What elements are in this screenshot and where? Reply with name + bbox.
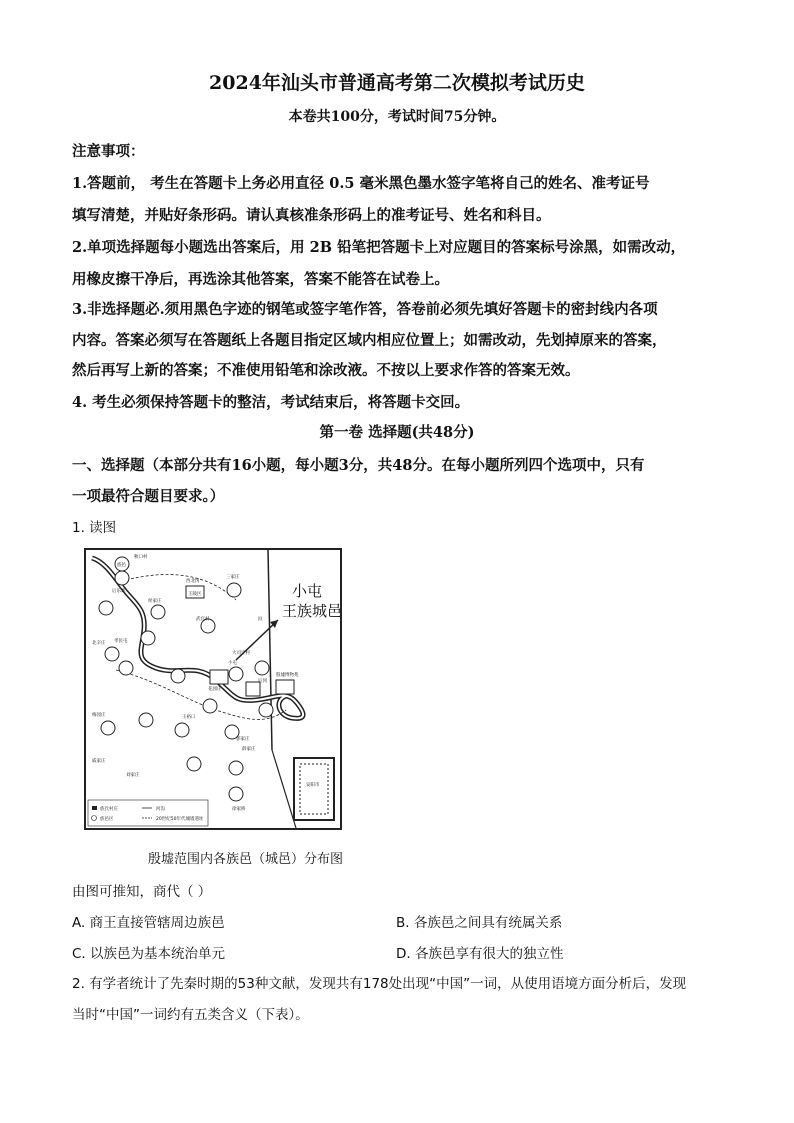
map-label: 大司空村 — [232, 651, 250, 656]
map-caption: 殷墟范围内各族邑（城邑）分布图 — [148, 852, 344, 867]
map-drawing — [86, 550, 340, 828]
map-label: 族邑 — [117, 563, 126, 568]
q1-option-c: C. 以族邑为基本统治单元 — [72, 946, 226, 962]
q1-option-a: A. 商王直接管辖周边族邑 — [72, 915, 225, 931]
map-label: 后乐寨 — [112, 589, 126, 594]
map-legend-clan: 族邑区 — [100, 817, 114, 822]
notes-heading: 注意事项： — [72, 143, 145, 160]
map-label: 武官村 — [196, 617, 210, 622]
map-label: 徐家桥 — [232, 807, 246, 812]
map-label: 郭家庄 — [236, 737, 250, 742]
q1-stem: 1. 读图 — [72, 520, 117, 536]
map-legend-village: 族氏村庄 — [100, 807, 118, 812]
map-label: 刘家庄 — [126, 773, 140, 778]
map-label: 后冈 — [258, 679, 267, 684]
q2-stem-line: 当时“中国”一词约有五类含义（下表）。 — [72, 1007, 309, 1023]
map-label: 侯家庄 — [148, 599, 162, 604]
exam-subtitle: 本卷共100分，考试时间75分钟。 — [288, 109, 506, 125]
map-label: 梅园庄 — [92, 713, 106, 718]
section-instruction: 一、选择题（本部分共有16小题，每小题3分，共48分。在每小题所列四个选项中，只有 — [72, 457, 645, 474]
map-label: 小屯 — [228, 661, 237, 666]
map-label: 孝民屯 — [114, 639, 128, 644]
map-callout-royal-city: 王族城邑 — [282, 602, 340, 620]
q1-prompt: 由图可推知，商代（ ） — [72, 884, 212, 900]
q2-stem-line: 2. 有学者统计了先秦时期的53种文献，发现共有178处出现“中国”一词，从使用语境方面分析后，发现 — [72, 976, 687, 992]
notes-line: 2.单项选择题每小题选出答案后，用 2B 铅笔把答题卡上对应题目的答案标号涂黑，如需改动， — [72, 239, 686, 256]
q1-option-d: D. 各族邑享有很大的独立性 — [396, 946, 564, 962]
notes-line: 填写清楚，并贴好条形码。请认真核准条形码上的准考证号、姓名和科目。 — [72, 207, 551, 224]
notes-line: 3.非选择题必.须用黑色字迹的钢笔或签字笔作答，答卷前必须先填好答题卡的密封线内各项 — [72, 301, 658, 318]
map-label: 三家庄 — [226, 575, 240, 580]
map-legend-wall: 20世纪50年代城墙遗址 — [156, 817, 204, 822]
notes-line: 用橡皮擦干净后，再选涂其他答案，答案不能答在试卷上。 — [72, 271, 449, 288]
map-label: 花园庄 — [208, 687, 222, 692]
notes-line: 然后再写上新的答案；不准使用铅笔和涂改液。不按以上要求作答的答案无效。 — [72, 362, 580, 379]
map-label: 王裕口 — [182, 715, 196, 720]
q1-option-b: B. 各族邑之间具有统属关系 — [396, 915, 563, 931]
exam-title: 2024年汕头市普通高考第二次模拟考试历史 — [209, 72, 585, 94]
map-label: 洹 — [258, 617, 263, 622]
map-callout-xiaotun: 小屯 — [292, 582, 323, 600]
map-label: 北辛庄 — [92, 641, 106, 646]
yinxu-map — [84, 548, 342, 830]
notes-line: 内容。答案必须写在答题纸上各题目指定区域内相应位置上；如需改动，先划掉原来的答案， — [72, 332, 667, 349]
map-label: 戚家庄 — [92, 759, 106, 764]
map-legend-river: 河沟 — [156, 807, 165, 812]
map-label: 安阳市 — [306, 783, 320, 788]
map-label: 秋口村 — [134, 555, 148, 560]
notes-line: 4. 考生必须保持答题卡的整洁，考试结束后，将答题卡交回。 — [72, 394, 470, 411]
map-label: 王陵区 — [188, 592, 202, 597]
section-instruction: 一项最符合题目要求。） — [72, 488, 225, 505]
notes-line: 1.答题前， 考生在答题卡上务必用直径 0.5 毫米黑色墨水签字笔将自己的姓名、准考证号 — [72, 175, 650, 192]
map-label: 殷墟博物苑 — [276, 673, 299, 678]
map-label: 西北冈 — [186, 579, 200, 584]
section-title: 第一卷 选择题(共48分) — [319, 424, 475, 441]
map-label: 薛家庄 — [242, 747, 256, 752]
